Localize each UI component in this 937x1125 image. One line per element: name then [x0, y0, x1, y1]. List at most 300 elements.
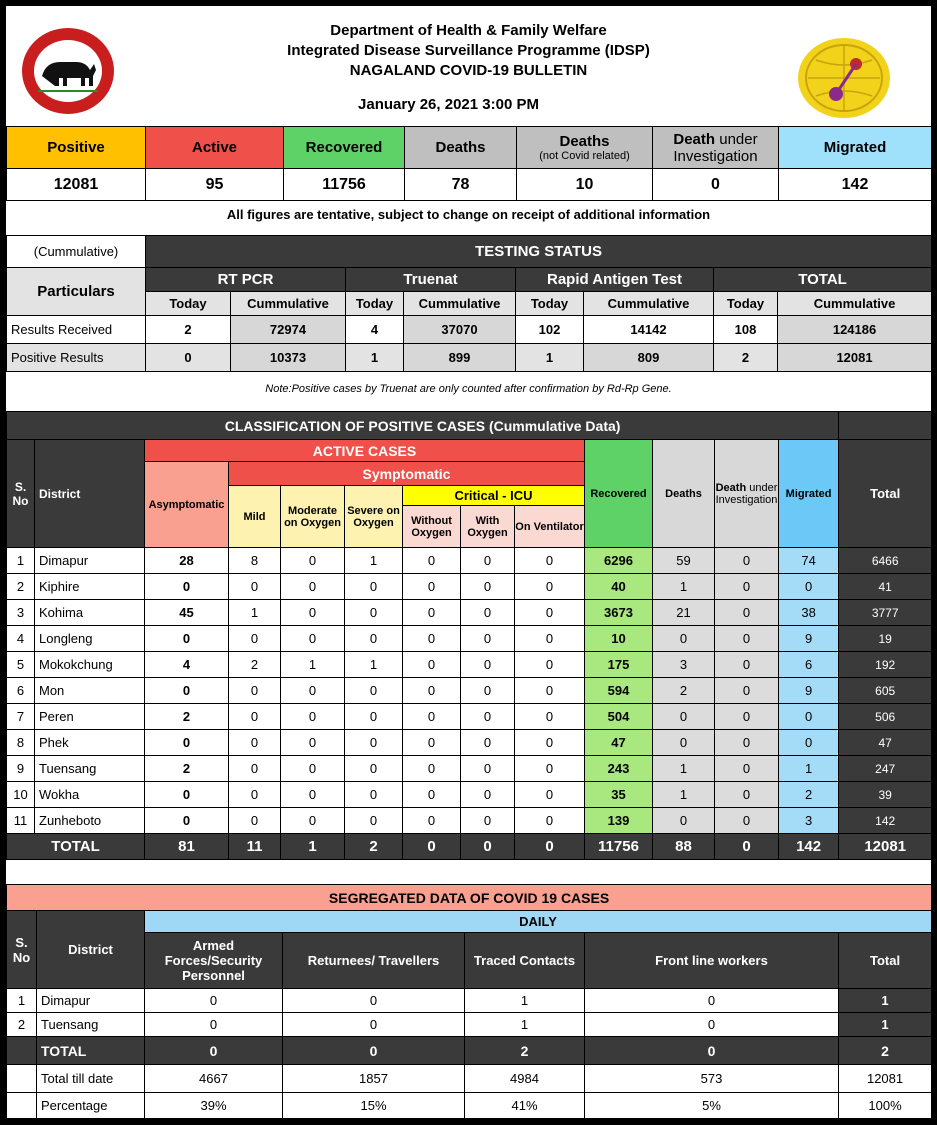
deaths-header: Deaths [653, 440, 715, 548]
total-label: TOTAL [7, 834, 145, 860]
with-oxygen-cell: 0 [461, 600, 515, 626]
migrated-cell: 2 [779, 782, 839, 808]
asymptomatic-cell: 0 [145, 808, 229, 834]
district-name: Wokha [35, 782, 145, 808]
percentage-row [7, 1093, 932, 1119]
table-row [7, 600, 932, 626]
table-row [7, 808, 932, 834]
total-label: TOTAL [37, 1037, 145, 1065]
dui-word-death: Death [673, 130, 716, 148]
recovered-cell: 3673 [585, 600, 653, 626]
district-header: District [35, 440, 145, 548]
asymptomatic-cell: 0 [145, 782, 229, 808]
table-cell: 37070 [404, 316, 516, 344]
total-cell: 19 [839, 626, 932, 652]
seg-district-header: District [37, 911, 145, 989]
segregated-table [6, 884, 932, 1119]
table-cell: 0 [585, 1013, 839, 1037]
table-row [7, 652, 932, 678]
mild-cell: 0 [229, 808, 281, 834]
table-cell: 0 [145, 1037, 283, 1065]
today-header: Today [516, 292, 584, 316]
sno-cell: 1 [7, 548, 35, 574]
sno-cell: 6 [7, 678, 35, 704]
table-cell: 2 [465, 1037, 585, 1065]
total-cell: 506 [839, 704, 932, 730]
dui-cell: 0 [715, 678, 779, 704]
severe-cell: 1 [345, 548, 403, 574]
testing-status-title: TESTING STATUS [146, 236, 932, 268]
total-header: Total [839, 440, 932, 548]
table-cell: 12081 [839, 834, 932, 860]
severe-header: Severe on Oxygen [345, 486, 403, 548]
table-cell: 1 [465, 1013, 585, 1037]
mild-cell: 0 [229, 782, 281, 808]
table-cell: 0 [283, 989, 465, 1013]
total-cell: 41 [839, 574, 932, 600]
recovered-cell: 40 [585, 574, 653, 600]
district-name: Dimapur [37, 989, 145, 1013]
table-cell: 899 [404, 344, 516, 372]
table-cell: 102 [516, 316, 584, 344]
deaths-label: Deaths [405, 127, 517, 169]
death-under-investigation-value: 0 [653, 169, 779, 201]
mild-header: Mild [229, 486, 281, 548]
rtpcr-header: RT PCR [146, 268, 346, 292]
ventilator-cell: 0 [515, 600, 585, 626]
total-cell: 605 [839, 678, 932, 704]
bulletin-page [6, 6, 931, 1119]
migrated-cell: 3 [779, 808, 839, 834]
severe-cell: 0 [345, 782, 403, 808]
table-cell: 0 [283, 1013, 465, 1037]
table-row [7, 782, 932, 808]
table-cell: 0 [283, 1037, 465, 1065]
total-cell: 39 [839, 782, 932, 808]
district-name: Tuensang [37, 1013, 145, 1037]
asymptomatic-cell: 0 [145, 626, 229, 652]
asymptomatic-cell: 0 [145, 574, 229, 600]
cumulative-header: Cummulative [584, 292, 714, 316]
deaths-cell: 1 [653, 782, 715, 808]
recovered-label: Recovered [284, 127, 405, 169]
table-cell: 1857 [283, 1065, 465, 1093]
severe-cell: 0 [345, 574, 403, 600]
with-oxygen-cell: 0 [461, 626, 515, 652]
table-row [7, 678, 932, 704]
table-cell: 1 [346, 344, 404, 372]
table-cell: 2 [7, 1013, 37, 1037]
header-spacer [839, 412, 932, 440]
bulletin-header [6, 6, 931, 126]
severe-cell: 0 [345, 808, 403, 834]
asymptomatic-cell: 2 [145, 756, 229, 782]
dui-word-under: under [719, 130, 758, 148]
bulletin-date: January 26, 2021 3:00 PM [358, 96, 539, 113]
table-cell: 39% [145, 1093, 283, 1119]
deaths-cell: 0 [653, 808, 715, 834]
migrated-cell: 9 [779, 626, 839, 652]
dui-cell: 0 [715, 704, 779, 730]
table-cell: 124186 [778, 316, 932, 344]
dui-cell: 0 [715, 730, 779, 756]
today-header: Today [146, 292, 231, 316]
bulletin-title: NAGALAND COVID-19 BULLETIN [349, 62, 588, 79]
cumulative-header: Cummulative [404, 292, 516, 316]
sno-cell: 11 [7, 808, 35, 834]
deaths-cell: 1 [653, 574, 715, 600]
returnees-header: Returnees/ Travellers [283, 933, 465, 989]
recovered-cell: 6296 [585, 548, 653, 574]
traced-contacts-header: Traced Contacts [465, 933, 585, 989]
moderate-cell: 0 [281, 730, 345, 756]
idsp-logo-icon [796, 36, 892, 120]
active-cases-header: ACTIVE CASES [145, 440, 585, 462]
moderate-cell: 0 [281, 808, 345, 834]
mild-cell: 2 [229, 652, 281, 678]
recovered-cell: 47 [585, 730, 653, 756]
sno-cell: 3 [7, 600, 35, 626]
mild-cell: 0 [229, 730, 281, 756]
table-cell: 1 [465, 989, 585, 1013]
death-under-investigation-label [653, 127, 779, 169]
table-cell: 1 [839, 989, 932, 1013]
total-till-date-label: Total till date [37, 1065, 145, 1093]
sno-cell: 7 [7, 704, 35, 730]
with-oxygen-cell: 0 [461, 678, 515, 704]
asymptomatic-cell: 28 [145, 548, 229, 574]
ventilator-cell: 0 [515, 704, 585, 730]
migrated-cell: 0 [779, 574, 839, 600]
with-oxygen-cell: 0 [461, 808, 515, 834]
sno-cell: 10 [7, 782, 35, 808]
table-cell: 4984 [465, 1065, 585, 1093]
dui-cell: 0 [715, 808, 779, 834]
without-oxygen-cell: 0 [403, 600, 461, 626]
table-cell: 41% [465, 1093, 585, 1119]
migrated-cell: 9 [779, 678, 839, 704]
recovered-cell: 35 [585, 782, 653, 808]
dui-cell: 0 [715, 574, 779, 600]
tentative-figures-note: All figures are tentative, subject to change on receipt of additional information [226, 207, 711, 222]
dui-cell: 0 [715, 600, 779, 626]
table-cell: 1 [516, 344, 584, 372]
testing-status-table [6, 235, 932, 372]
seg-sno-header: S. No [7, 911, 37, 989]
table-cell: 0 [585, 989, 839, 1013]
table-row [7, 574, 932, 600]
active-label: Active [146, 127, 284, 169]
without-oxygen-cell: 0 [403, 626, 461, 652]
cumulative-header: Cummulative [778, 292, 932, 316]
dui-cell: 0 [715, 756, 779, 782]
classification-title: CLASSIFICATION OF POSITIVE CASES (Cummulative Data) [7, 412, 839, 440]
recovered-cell: 10 [585, 626, 653, 652]
dui-header-death: Death [715, 481, 747, 494]
blank-cell [7, 1037, 37, 1065]
mild-cell: 0 [229, 678, 281, 704]
without-oxygen-cell: 0 [403, 574, 461, 600]
with-oxygen-cell: 0 [461, 704, 515, 730]
positive-results-row [7, 344, 932, 372]
daily-header: DAILY [145, 911, 932, 933]
table-cell: 0 [403, 834, 461, 860]
truenat-header: Truenat [346, 268, 516, 292]
severe-cell: 0 [345, 626, 403, 652]
severe-cell: 0 [345, 704, 403, 730]
with-oxygen-cell: 0 [461, 756, 515, 782]
recovered-cell: 504 [585, 704, 653, 730]
district-name: Peren [35, 704, 145, 730]
table-cell: 4667 [145, 1065, 283, 1093]
deaths-not-covid-sub: (not Covid related) [539, 150, 630, 162]
district-name: Dimapur [35, 548, 145, 574]
deaths-cell: 0 [653, 730, 715, 756]
asymptomatic-cell: 0 [145, 730, 229, 756]
sno-cell: 4 [7, 626, 35, 652]
blank-cell [7, 1093, 37, 1119]
table-cell: 0 [146, 344, 231, 372]
table-cell: 72974 [231, 316, 346, 344]
mild-cell: 0 [229, 574, 281, 600]
deaths-not-covid-title: Deaths [559, 133, 610, 150]
mild-cell: 1 [229, 600, 281, 626]
with-oxygen-cell: 0 [461, 730, 515, 756]
frontline-workers-header: Front line workers [585, 933, 839, 989]
dui-word-investigation: Investigation [673, 147, 758, 165]
table-cell: 88 [653, 834, 715, 860]
table-cell: 14142 [584, 316, 714, 344]
table-cell: 1 [7, 989, 37, 1013]
table-row [7, 1013, 932, 1037]
without-oxygen-cell: 0 [403, 756, 461, 782]
district-name: Mokokchung [35, 652, 145, 678]
ventilator-cell: 0 [515, 626, 585, 652]
table-cell: 0 [461, 834, 515, 860]
programme-title: Integrated Disease Surveillance Programme (IDSP) [287, 42, 650, 59]
moderate-cell: 0 [281, 704, 345, 730]
ventilator-cell: 0 [515, 678, 585, 704]
critical-icu-header: Critical - ICU [403, 486, 585, 506]
dui-header-rest: under Investigation [715, 481, 778, 506]
total-cell: 3777 [839, 600, 932, 626]
district-name: Zunheboto [35, 808, 145, 834]
testing-subheader-row [7, 292, 932, 316]
mild-cell: 0 [229, 704, 281, 730]
total-cell: 142 [839, 808, 932, 834]
table-row [7, 704, 932, 730]
table-cell: 0 [585, 1037, 839, 1065]
ventilator-header: On Ventilator [515, 506, 585, 548]
asymptomatic-cell: 0 [145, 678, 229, 704]
truenat-note: Note:Positive cases by Truenat are only counted after confirmation by Rd-Rp Gene. [265, 383, 672, 395]
table-row [7, 989, 932, 1013]
sno-cell: 8 [7, 730, 35, 756]
severe-cell: 1 [345, 652, 403, 678]
district-name: Kohima [35, 600, 145, 626]
with-oxygen-header: With Oxygen [461, 506, 515, 548]
district-name: Kiphire [35, 574, 145, 600]
with-oxygen-cell: 0 [461, 782, 515, 808]
table-cell: 2 [345, 834, 403, 860]
table-cell: 2 [714, 344, 778, 372]
ventilator-cell: 0 [515, 652, 585, 678]
table-cell: 11 [229, 834, 281, 860]
moderate-cell: 0 [281, 626, 345, 652]
total-cell: 192 [839, 652, 932, 678]
ventilator-cell: 0 [515, 548, 585, 574]
district-name: Tuensang [35, 756, 145, 782]
recovered-value: 11756 [284, 169, 405, 201]
today-header: Today [346, 292, 404, 316]
active-value: 95 [146, 169, 284, 201]
deaths-cell: 59 [653, 548, 715, 574]
moderate-cell: 0 [281, 600, 345, 626]
testing-total-header: TOTAL [714, 268, 932, 292]
moderate-cell: 0 [281, 548, 345, 574]
table-cell: 11756 [585, 834, 653, 860]
deaths-cell: 2 [653, 678, 715, 704]
dui-cell: 0 [715, 782, 779, 808]
row-label: Results Received [7, 316, 146, 344]
dui-cell: 0 [715, 652, 779, 678]
ventilator-cell: 0 [515, 808, 585, 834]
total-till-date-row [7, 1065, 932, 1093]
district-name: Longleng [35, 626, 145, 652]
table-cell: 15% [283, 1093, 465, 1119]
moderate-cell: 0 [281, 782, 345, 808]
asymptomatic-cell: 4 [145, 652, 229, 678]
deaths-cell: 0 [653, 704, 715, 730]
cumulative-label: (Cummulative) [7, 236, 146, 268]
ventilator-cell: 0 [515, 574, 585, 600]
ventilator-cell: 0 [515, 756, 585, 782]
particulars-header: Particulars [7, 268, 146, 316]
migrated-value: 142 [779, 169, 932, 201]
table-cell: 4 [346, 316, 404, 344]
table-cell: 0 [145, 989, 283, 1013]
migrated-cell: 0 [779, 704, 839, 730]
total-cell: 6466 [839, 548, 932, 574]
recovered-cell: 594 [585, 678, 653, 704]
sno-cell: 9 [7, 756, 35, 782]
severe-cell: 0 [345, 600, 403, 626]
without-oxygen-cell: 0 [403, 704, 461, 730]
sno-cell: 5 [7, 652, 35, 678]
asymptomatic-cell: 2 [145, 704, 229, 730]
rapid-antigen-header: Rapid Antigen Test [516, 268, 714, 292]
mild-cell: 8 [229, 548, 281, 574]
migrated-cell: 1 [779, 756, 839, 782]
segregated-total-row [7, 1037, 932, 1065]
table-cell: 2 [839, 1037, 932, 1065]
moderate-cell: 0 [281, 678, 345, 704]
severe-cell: 0 [345, 678, 403, 704]
summary-table [6, 126, 932, 201]
ventilator-cell: 0 [515, 730, 585, 756]
ventilator-cell: 0 [515, 782, 585, 808]
results-received-row [7, 316, 932, 344]
table-cell: 142 [779, 834, 839, 860]
total-cell: 47 [839, 730, 932, 756]
moderate-header: Moderate on Oxygen [281, 486, 345, 548]
deaths-cell: 1 [653, 756, 715, 782]
table-cell: 10373 [231, 344, 346, 372]
with-oxygen-cell: 0 [461, 574, 515, 600]
migrated-cell: 6 [779, 652, 839, 678]
table-cell: 0 [715, 834, 779, 860]
positive-label: Positive [7, 127, 146, 169]
without-oxygen-cell: 0 [403, 808, 461, 834]
table-cell: 108 [714, 316, 778, 344]
table-cell: 100% [839, 1093, 932, 1119]
migrated-cell: 0 [779, 730, 839, 756]
without-oxygen-cell: 0 [403, 678, 461, 704]
moderate-cell: 0 [281, 574, 345, 600]
table-row [7, 756, 932, 782]
death-under-investigation-header [715, 440, 779, 548]
migrated-cell: 38 [779, 600, 839, 626]
today-header: Today [714, 292, 778, 316]
table-cell: 1 [281, 834, 345, 860]
seg-total-header: Total [839, 933, 932, 989]
sno-header: S. No [7, 440, 35, 548]
table-cell: 81 [145, 834, 229, 860]
dui-cell: 0 [715, 548, 779, 574]
recovered-header: Recovered [585, 440, 653, 548]
table-cell: 12081 [778, 344, 932, 372]
classification-table [6, 411, 932, 860]
table-cell: 809 [584, 344, 714, 372]
row-label: Positive Results [7, 344, 146, 372]
table-row [7, 548, 932, 574]
asymptomatic-cell: 45 [145, 600, 229, 626]
mild-cell: 0 [229, 626, 281, 652]
table-cell: 2 [146, 316, 231, 344]
without-oxygen-cell: 0 [403, 652, 461, 678]
deaths-cell: 21 [653, 600, 715, 626]
blank-cell [7, 1065, 37, 1093]
moderate-cell: 0 [281, 756, 345, 782]
district-name: Phek [35, 730, 145, 756]
with-oxygen-cell: 0 [461, 652, 515, 678]
recovered-cell: 175 [585, 652, 653, 678]
without-oxygen-cell: 0 [403, 548, 461, 574]
table-cell: 0 [515, 834, 585, 860]
department-title: Department of Health & Family Welfare [330, 22, 607, 39]
classification-body [7, 548, 932, 834]
deaths-cell: 3 [653, 652, 715, 678]
moderate-cell: 1 [281, 652, 345, 678]
percentage-label: Percentage [37, 1093, 145, 1119]
classification-total-row [7, 834, 932, 860]
severe-cell: 0 [345, 756, 403, 782]
recovered-cell: 139 [585, 808, 653, 834]
cumulative-header: Cummulative [231, 292, 346, 316]
table-cell: 5% [585, 1093, 839, 1119]
armed-forces-header: Armed Forces/Security Personnel [145, 933, 283, 989]
severe-cell: 0 [345, 730, 403, 756]
table-row [7, 626, 932, 652]
mild-cell: 0 [229, 756, 281, 782]
segregated-title: SEGREGATED DATA OF COVID 19 CASES [7, 885, 932, 911]
without-oxygen-cell: 0 [403, 782, 461, 808]
total-cell: 247 [839, 756, 932, 782]
migrated-cell: 74 [779, 548, 839, 574]
positive-value: 12081 [7, 169, 146, 201]
dui-cell: 0 [715, 626, 779, 652]
district-name: Mon [35, 678, 145, 704]
